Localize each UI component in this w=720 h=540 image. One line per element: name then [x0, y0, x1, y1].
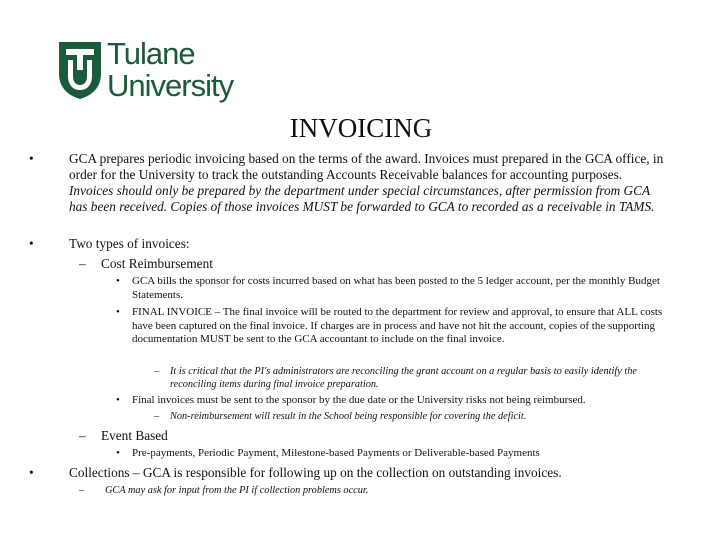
item-payment-types: • Pre-payments, Periodic Payment, Milestone-based Payments or Deliverable-based Payments [116, 447, 540, 459]
sub-bullet-event-based: – Event Based [79, 428, 168, 443]
bullet-gca-invoicing: • GCA prepares periodic invoicing based on the terms of the award. Invoices must prepared in the GCA office, in order for the University to track the outstanding Accounts Receivable balances for accounting purposes. Invoices should only be prepared by the department under special circumstances, after permission from GCA has been received. Copies of those invoices MUST be forwarded to GCA to recorded as a receivable in TAMS. [29, 151, 664, 214]
tulane-tu-shield-icon [57, 40, 103, 100]
note-collection-input: – GCA may ask for input from the PI if collection problems occur. [79, 485, 369, 496]
tulane-logo [57, 36, 249, 106]
note-non-reimbursement: – Non-reimbursement will result in the School being responsible for covering the deficit. [154, 411, 527, 422]
item-final-due-date: • Final invoices must be sent to the sponsor by the due date or the University risks not being reimbursed. [116, 394, 586, 406]
bullet-two-types: • Two types of invoices: [29, 236, 190, 251]
bullet-collections: • Collections – GCA is responsible for following up on the collection on outstanding invoices. [29, 465, 562, 480]
logo-line-tulane: Tulane [107, 36, 195, 71]
page-title: INVOICING [289, 113, 433, 143]
sub-bullet-cost-reimbursement: – Cost Reimbursement [79, 256, 213, 271]
note-reconciling: – It is critical that the PI's administrators are reconciling the grant account on a regular basis to easily identify the reconciling items during final invoice preparation. [154, 366, 637, 390]
logo-line-university: University [107, 68, 234, 103]
item-gca-bills: • GCA bills the sponsor for costs incurred based on what has been posted to the 5 ledger account, per the monthly Budget Statements. [116, 275, 660, 301]
item-final-invoice: • FINAL INVOICE – The final invoice will be routed to the department for review and approval, to ensure that ALL costs have been captured on the final invoice. If charges are in process and have not hit the account, copies of the supporting documentation MUST be sent to the GCA accountant to include on the final invoice. [116, 306, 663, 345]
